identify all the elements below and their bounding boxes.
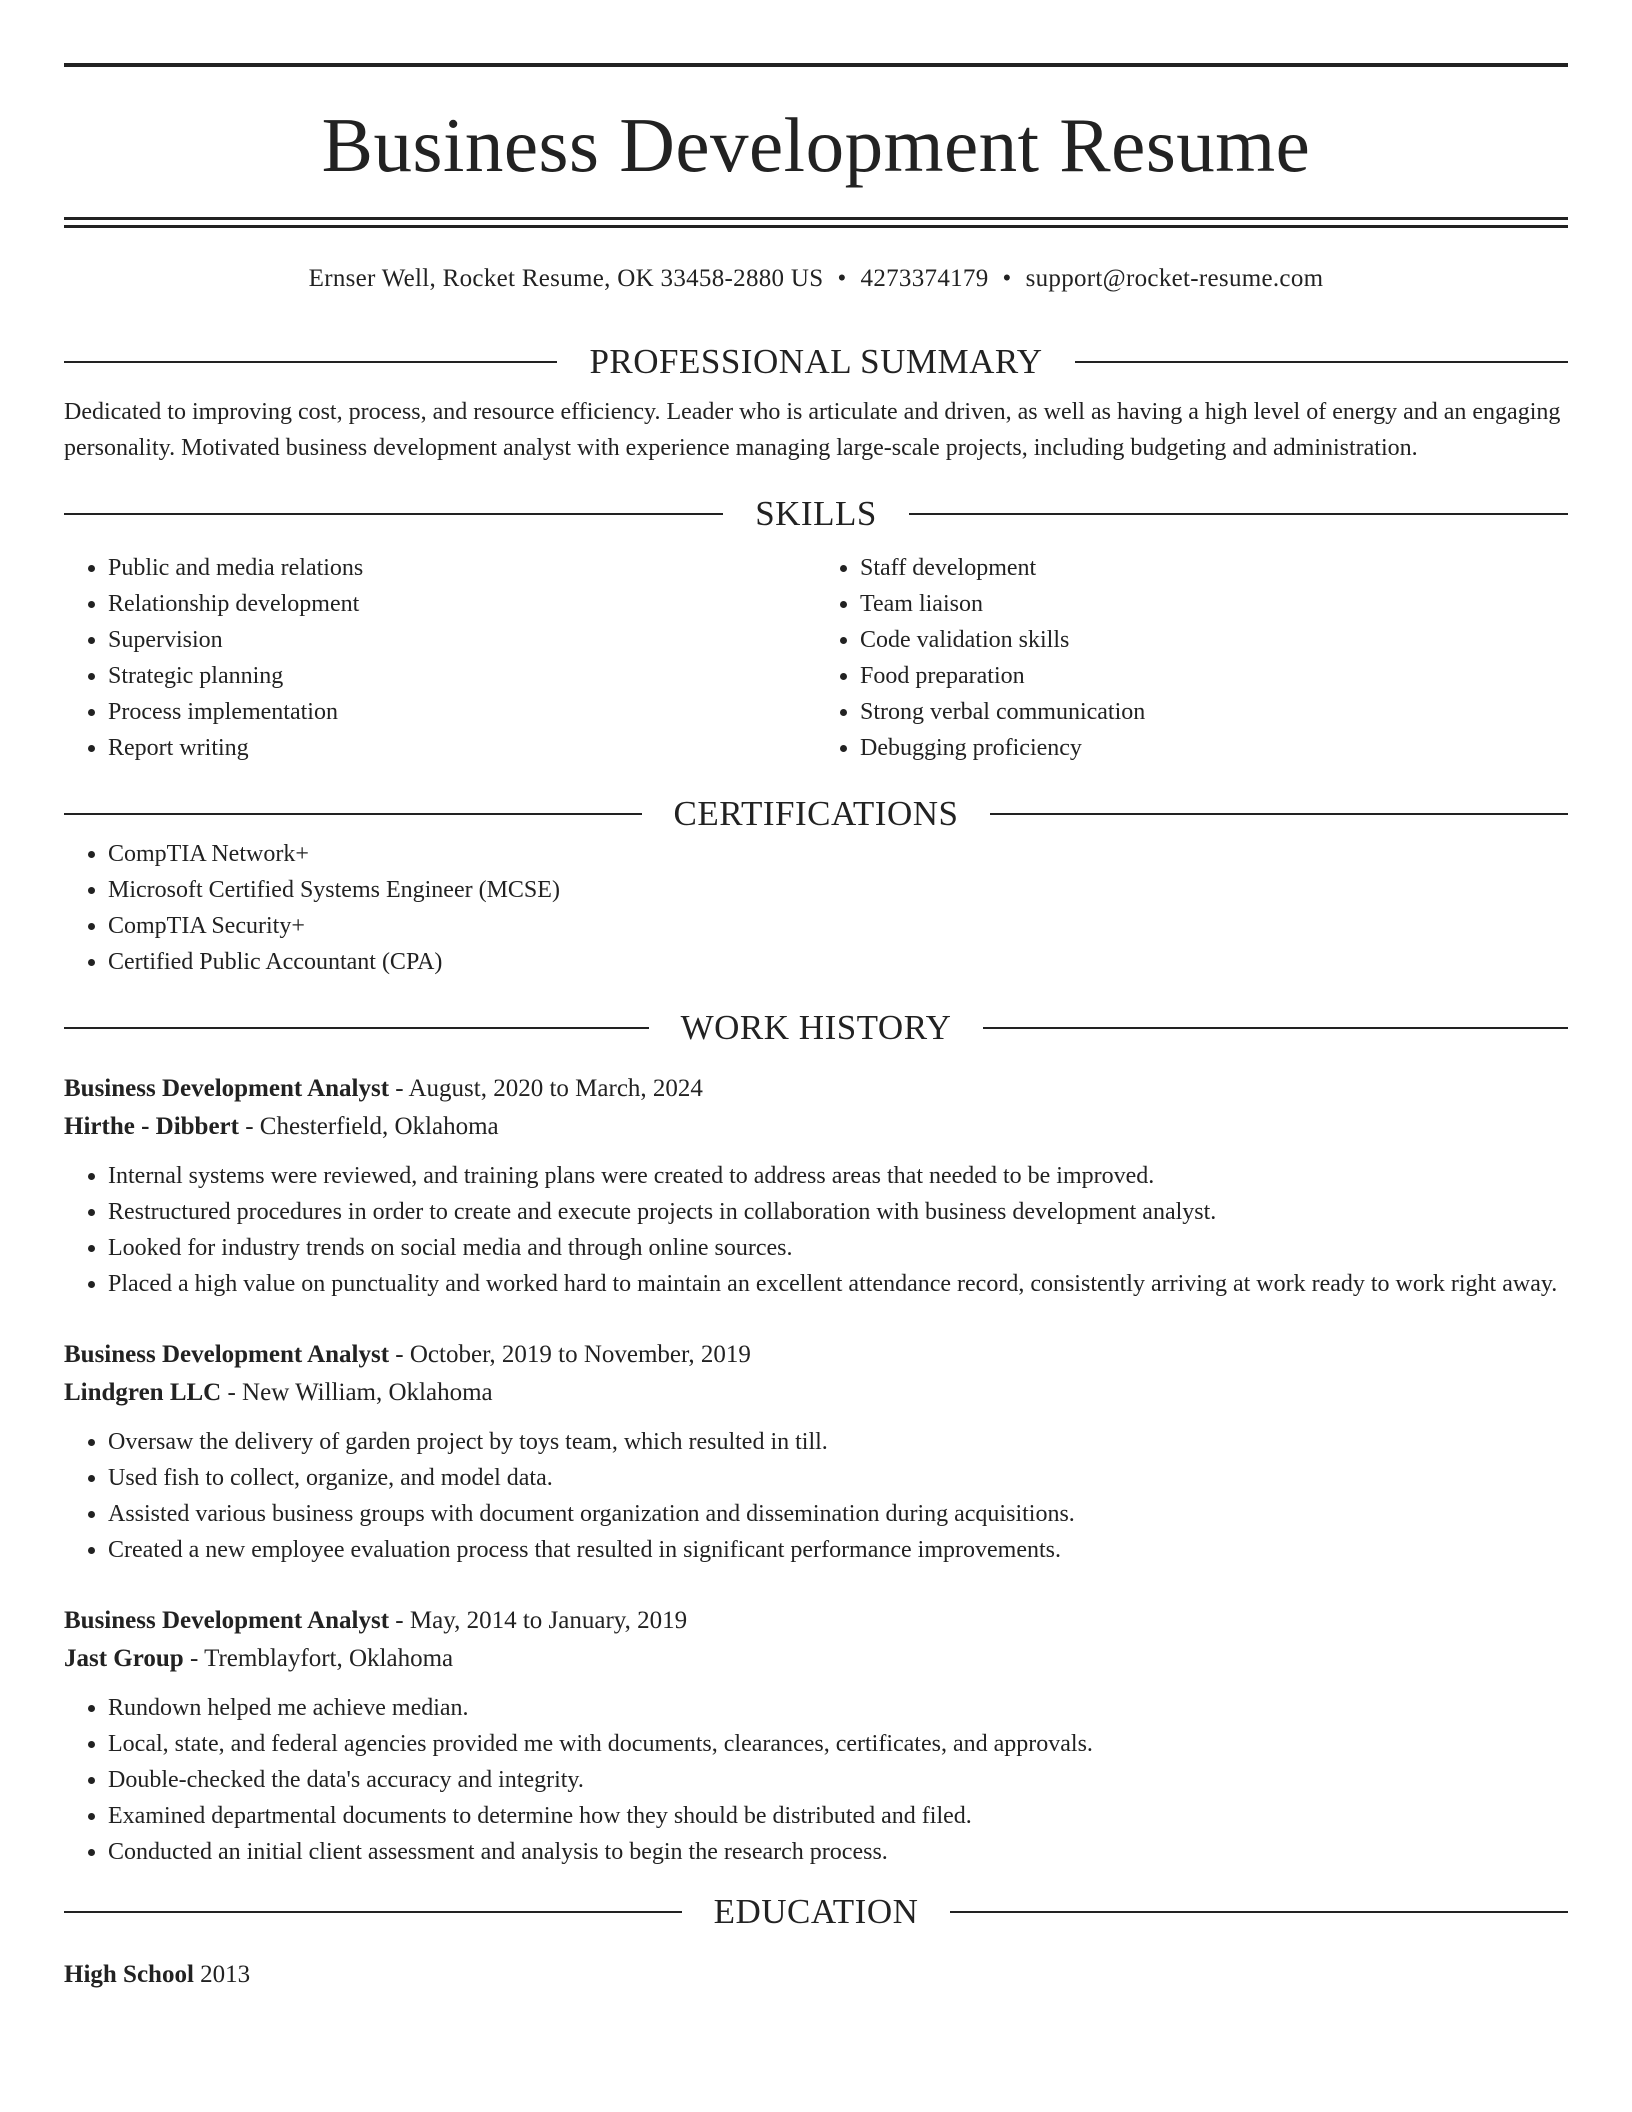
skill-item: • Report writing [108,730,816,766]
resume-page [64,0,1568,1994]
job-location: - Chesterfield, Oklahoma [238,1113,499,1140]
job-bullet: • Created a new employee evaluation process that resulted in significant performance improvements. [108,1532,1568,1568]
job-title-line [64,1336,1568,1374]
job-title-line [64,1070,1568,1108]
job-dates: - October, 2019 to November, 2019 [389,1341,751,1368]
job-bullet: • Examined departmental documents to determine how they should be distributed and filed. [108,1798,1568,1834]
section-title: CERTIFICATIONS [673,794,959,833]
education-year: 2013 [193,1961,251,1988]
job-title: Business Development Analyst [64,1075,390,1102]
job-bullets [64,1424,1568,1568]
job-dates: - May, 2014 to January, 2019 [389,1607,688,1634]
job-company-line [64,1640,1568,1678]
job-company-line [64,1108,1568,1146]
contact-address: Ernser Well, Rocket Resume, OK 33458-2880 US [308,265,824,292]
job-bullet: • Looked for industry trends on social media and through online sources. [108,1230,1568,1266]
certifications-list [64,836,1568,980]
heading-rule [64,513,723,515]
job-title: Business Development Analyst [64,1341,390,1368]
certification-item: • Certified Public Accountant (CPA) [108,944,1568,980]
heading-rule [64,1027,649,1029]
heading-rule [990,813,1568,815]
summary-text: Dedicated to improving cost, process, and resource efficiency. Leader who is articulate and driven, as well as having a high level of energy and an engaging personality. Motivated business development analyst with experience managing large-scale projects, including budgeting and administration. [64,399,1561,461]
skill-item: • Strategic planning [108,658,816,694]
skill-item: • Code validation skills [860,622,1568,658]
job-bullet: • Conducted an initial client assessment and analysis to begin the research process. [108,1834,1568,1870]
job-title: Business Development Analyst [64,1607,390,1634]
heading-rule [983,1027,1568,1029]
contact-email: support@rocket-resume.com [1025,265,1324,292]
skill-item: • Supervision [108,622,816,658]
job-bullet: • Rundown helped me achieve median. [108,1690,1568,1726]
job-location: - Tremblayfort, Oklahoma [183,1645,454,1672]
job-bullet: • Placed a high value on punctuality and worked hard to maintain an excellent attendance record, consistently arriving at work ready to work right away. [108,1266,1568,1302]
skills-list-left [64,550,816,766]
skill-item: • Relationship development [108,586,816,622]
section-title: WORK HISTORY [680,1008,952,1047]
job-company-line [64,1374,1568,1412]
job-bullet: • Double-checked the data's accuracy and integrity. [108,1762,1568,1798]
job-dates: - August, 2020 to March, 2024 [389,1075,703,1102]
job-bullet: • Oversaw the delivery of garden project by toys team, which resulted in till. [108,1424,1568,1460]
section-heading-skills [64,492,1568,536]
contact-separator: • [837,265,847,292]
skill-item: • Debugging proficiency [860,730,1568,766]
skill-item: • Food preparation [860,658,1568,694]
heading-rule [64,1911,682,1913]
resume-title: Business Development Resume [321,102,1311,188]
job-company: Jast Group [64,1645,184,1672]
education-entry [64,1956,1568,1994]
job-bullets [64,1158,1568,1302]
section-heading-work-history [64,1006,1568,1050]
section-title: PROFESSIONAL SUMMARY [589,342,1043,381]
skills-column-right [816,550,1568,766]
job-entry [64,1602,1568,1870]
skill-item: • Public and media relations [108,550,816,586]
job-bullet: • Assisted various business groups with document organization and dissemination during acquisitions. [108,1496,1568,1532]
job-location: - New William, Oklahoma [221,1379,493,1406]
section-heading-education [64,1890,1568,1934]
section-heading-summary [64,340,1568,384]
job-bullet: • Restructured procedures in order to create and execute projects in collaboration with business development analyst. [108,1194,1568,1230]
title-double-rule [64,217,1568,228]
job-bullet: • Used fish to collect, organize, and model data. [108,1460,1568,1496]
job-bullet: • Local, state, and federal agencies provided me with documents, clearances, certificates, and approvals. [108,1726,1568,1762]
job-entry [64,1070,1568,1302]
section-title: SKILLS [755,494,877,533]
job-bullet: • Internal systems were reviewed, and training plans were created to address areas that needed to be improved. [108,1158,1568,1194]
job-company: Hirthe - Dibbert [64,1113,239,1140]
heading-rule [950,1911,1568,1913]
section-title: EDUCATION [713,1892,919,1931]
certification-item: • CompTIA Security+ [108,908,1568,944]
job-title-line [64,1602,1568,1640]
skills-list-right [816,550,1568,766]
job-bullets [64,1690,1568,1870]
heading-rule [64,813,642,815]
job-company: Lindgren LLC [64,1379,222,1406]
contact-separator: • [1002,265,1012,292]
heading-rule [909,513,1568,515]
education-school: High School [64,1961,194,1988]
skill-item: • Process implementation [108,694,816,730]
skill-item: • Strong verbal communication [860,694,1568,730]
skill-item: • Staff development [860,550,1568,586]
heading-rule [64,361,557,363]
heading-rule [1075,361,1568,363]
certification-item: • CompTIA Network+ [108,836,1568,872]
job-entry [64,1336,1568,1568]
skill-item: • Team liaison [860,586,1568,622]
skills-grid [64,550,1568,766]
certification-item: • Microsoft Certified Systems Engineer (MCSE) [108,872,1568,908]
skills-column-left [64,550,816,766]
contact-line [64,262,1568,296]
contact-phone: 4273374179 [860,265,989,292]
section-heading-certifications [64,792,1568,836]
